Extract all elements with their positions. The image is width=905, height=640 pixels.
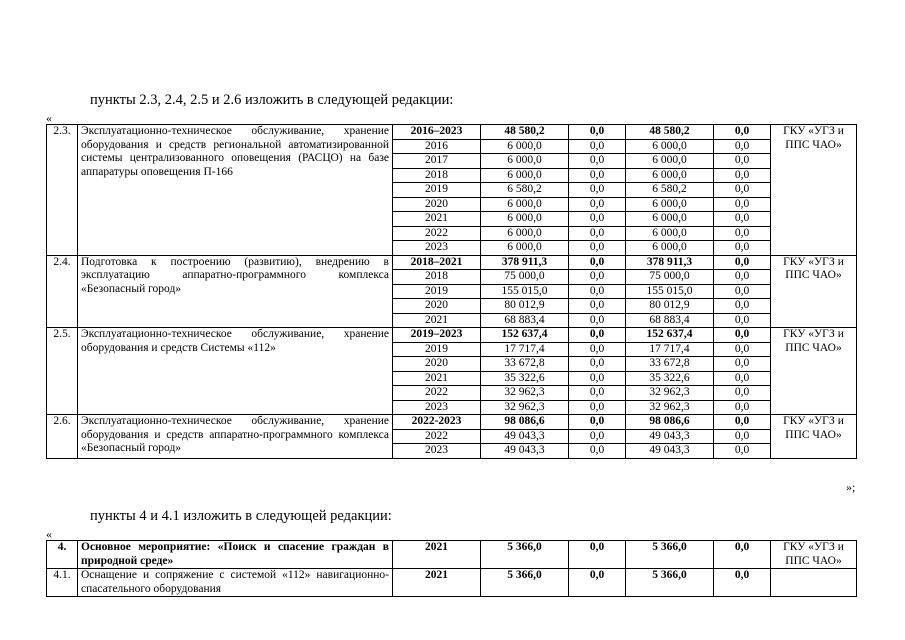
executor-cell: ГКУ «УГЗ и ППС ЧАО» xyxy=(771,415,857,459)
table-row xyxy=(47,328,857,343)
item-number: 4. xyxy=(47,541,78,569)
federal-cell: 0,0 xyxy=(569,328,626,343)
federal-cell: 0,0 xyxy=(569,299,626,314)
total-cell: 49 043,3 xyxy=(481,444,569,459)
total-cell: 6 000,0 xyxy=(481,168,569,183)
total-cell: 6 000,0 xyxy=(481,226,569,241)
period-cell: 2023 xyxy=(393,444,481,459)
regional-cell: 48 580,2 xyxy=(626,125,714,140)
regional-cell: 6 580,2 xyxy=(626,183,714,198)
regional-cell: 6 000,0 xyxy=(626,212,714,227)
regional-cell: 6 000,0 xyxy=(626,241,714,256)
period-cell: 2019 xyxy=(393,342,481,357)
period-cell: 2021 xyxy=(393,569,481,597)
period-cell: 2018 xyxy=(393,168,481,183)
federal-cell: 0,0 xyxy=(569,284,626,299)
regional-cell: 33 672,8 xyxy=(626,357,714,372)
other-cell: 0,0 xyxy=(714,154,771,169)
section2-intro: пункты 4 и 4.1 изложить в следующей редакции: xyxy=(90,508,392,524)
federal-cell: 0,0 xyxy=(569,183,626,198)
period-cell: 2018 xyxy=(393,270,481,285)
other-cell: 0,0 xyxy=(714,569,771,597)
regional-cell: 6 000,0 xyxy=(626,226,714,241)
other-cell: 0,0 xyxy=(714,270,771,285)
table-section2 xyxy=(46,540,857,597)
federal-cell: 0,0 xyxy=(569,541,626,569)
table-row xyxy=(47,415,857,430)
other-cell: 0,0 xyxy=(714,284,771,299)
other-cell: 0,0 xyxy=(714,371,771,386)
table-section1 xyxy=(46,124,857,459)
total-cell: 155 015,0 xyxy=(481,284,569,299)
total-cell: 6 000,0 xyxy=(481,241,569,256)
regional-cell: 32 962,3 xyxy=(626,400,714,415)
executor-cell xyxy=(771,569,857,597)
regional-cell: 6 000,0 xyxy=(626,168,714,183)
section1-close-quote: »; xyxy=(846,480,856,494)
total-cell: 6 000,0 xyxy=(481,139,569,154)
federal-cell: 0,0 xyxy=(569,212,626,227)
total-cell: 5 366,0 xyxy=(481,541,569,569)
section1-intro: пункты 2.3, 2.4, 2.5 и 2.6 изложить в следующей редакции: xyxy=(90,92,454,108)
item-description: Эксплуатационно-техническое обслуживание, хранение оборудования и средств региональной автоматизированной системы централизованного оповещения (РАСЦО) на базе аппаратуры оповещения П-166 xyxy=(78,125,393,256)
federal-cell: 0,0 xyxy=(569,444,626,459)
item-number: 2.3. xyxy=(47,125,78,256)
total-cell: 48 580,2 xyxy=(481,125,569,140)
period-cell: 2022-2023 xyxy=(393,415,481,430)
regional-cell: 6 000,0 xyxy=(626,197,714,212)
total-cell: 32 962,3 xyxy=(481,386,569,401)
item-number: 2.6. xyxy=(47,415,78,459)
federal-cell: 0,0 xyxy=(569,270,626,285)
other-cell: 0,0 xyxy=(714,168,771,183)
other-cell: 0,0 xyxy=(714,212,771,227)
other-cell: 0,0 xyxy=(714,444,771,459)
total-cell: 152 637,4 xyxy=(481,328,569,343)
item-description: Основное мероприятие: «Поиск и спасение граждан в природной среде» xyxy=(78,541,393,569)
other-cell: 0,0 xyxy=(714,541,771,569)
regional-cell: 35 322,6 xyxy=(626,371,714,386)
total-cell: 98 086,6 xyxy=(481,415,569,430)
federal-cell: 0,0 xyxy=(569,241,626,256)
total-cell: 35 322,6 xyxy=(481,371,569,386)
total-cell: 5 366,0 xyxy=(481,569,569,597)
regional-cell: 98 086,6 xyxy=(626,415,714,430)
total-cell: 378 911,3 xyxy=(481,255,569,270)
federal-cell: 0,0 xyxy=(569,313,626,328)
other-cell: 0,0 xyxy=(714,183,771,198)
total-cell: 33 672,8 xyxy=(481,357,569,372)
period-cell: 2022 xyxy=(393,429,481,444)
total-cell: 17 717,4 xyxy=(481,342,569,357)
regional-cell: 155 015,0 xyxy=(626,284,714,299)
other-cell: 0,0 xyxy=(714,357,771,372)
federal-cell: 0,0 xyxy=(569,371,626,386)
item-description: Подготовка к построению (развитию), внедрению в эксплуатацию аппаратно-программного комплекса «Безопасный город» xyxy=(78,255,393,328)
period-cell: 2016–2023 xyxy=(393,125,481,140)
period-cell: 2018–2021 xyxy=(393,255,481,270)
other-cell: 0,0 xyxy=(714,328,771,343)
regional-cell: 32 962,3 xyxy=(626,386,714,401)
total-cell: 6 000,0 xyxy=(481,212,569,227)
other-cell: 0,0 xyxy=(714,313,771,328)
period-cell: 2019 xyxy=(393,284,481,299)
regional-cell: 6 000,0 xyxy=(626,139,714,154)
executor-cell: ГКУ «УГЗ и ППС ЧАО» xyxy=(771,328,857,415)
executor-cell: ГКУ «УГЗ и ППС ЧАО» xyxy=(771,125,857,256)
regional-cell: 17 717,4 xyxy=(626,342,714,357)
federal-cell: 0,0 xyxy=(569,342,626,357)
item-number: 2.4. xyxy=(47,255,78,328)
section2-open-quote: « xyxy=(46,527,52,541)
federal-cell: 0,0 xyxy=(569,400,626,415)
federal-cell: 0,0 xyxy=(569,226,626,241)
regional-cell: 75 000,0 xyxy=(626,270,714,285)
period-cell: 2023 xyxy=(393,241,481,256)
table-row xyxy=(47,569,857,597)
other-cell: 0,0 xyxy=(714,299,771,314)
executor-cell: ГКУ «УГЗ и ППС ЧАО» xyxy=(771,255,857,328)
other-cell: 0,0 xyxy=(714,197,771,212)
period-cell: 2019 xyxy=(393,183,481,198)
federal-cell: 0,0 xyxy=(569,386,626,401)
regional-cell: 5 366,0 xyxy=(626,569,714,597)
item-description: Эксплуатационно-техническое обслуживание, хранение оборудования и средств Системы «112» xyxy=(78,328,393,415)
item-description: Оснащение и сопряжение с системой «112» навигационно-спасательного оборудования xyxy=(78,569,393,597)
period-cell: 2023 xyxy=(393,400,481,415)
period-cell: 2016 xyxy=(393,139,481,154)
federal-cell: 0,0 xyxy=(569,154,626,169)
period-cell: 2020 xyxy=(393,197,481,212)
other-cell: 0,0 xyxy=(714,429,771,444)
period-cell: 2021 xyxy=(393,212,481,227)
item-number: 2.5. xyxy=(47,328,78,415)
total-cell: 6 000,0 xyxy=(481,197,569,212)
federal-cell: 0,0 xyxy=(569,429,626,444)
regional-cell: 49 043,3 xyxy=(626,429,714,444)
total-cell: 32 962,3 xyxy=(481,400,569,415)
other-cell: 0,0 xyxy=(714,139,771,154)
other-cell: 0,0 xyxy=(714,400,771,415)
federal-cell: 0,0 xyxy=(569,255,626,270)
federal-cell: 0,0 xyxy=(569,415,626,430)
total-cell: 68 883,4 xyxy=(481,313,569,328)
federal-cell: 0,0 xyxy=(569,139,626,154)
section1-open-quote: « xyxy=(46,111,52,125)
other-cell: 0,0 xyxy=(714,415,771,430)
regional-cell: 152 637,4 xyxy=(626,328,714,343)
regional-cell: 378 911,3 xyxy=(626,255,714,270)
total-cell: 75 000,0 xyxy=(481,270,569,285)
other-cell: 0,0 xyxy=(714,386,771,401)
item-number: 4.1. xyxy=(47,569,78,597)
executor-cell: ГКУ «УГЗ и ППС ЧАО» xyxy=(771,541,857,569)
total-cell: 6 580,2 xyxy=(481,183,569,198)
total-cell: 6 000,0 xyxy=(481,154,569,169)
federal-cell: 0,0 xyxy=(569,197,626,212)
period-cell: 2022 xyxy=(393,386,481,401)
other-cell: 0,0 xyxy=(714,342,771,357)
total-cell: 80 012,9 xyxy=(481,299,569,314)
federal-cell: 0,0 xyxy=(569,357,626,372)
regional-cell: 80 012,9 xyxy=(626,299,714,314)
other-cell: 0,0 xyxy=(714,255,771,270)
period-cell: 2021 xyxy=(393,313,481,328)
period-cell: 2017 xyxy=(393,154,481,169)
item-description: Эксплуатационно-техническое обслуживание, хранение оборудования и средств аппаратно-программного комплекса «Безопасный город» xyxy=(78,415,393,459)
period-cell: 2020 xyxy=(393,299,481,314)
other-cell: 0,0 xyxy=(714,241,771,256)
other-cell: 0,0 xyxy=(714,226,771,241)
regional-cell: 6 000,0 xyxy=(626,154,714,169)
table-row xyxy=(47,125,857,140)
federal-cell: 0,0 xyxy=(569,125,626,140)
period-cell: 2019–2023 xyxy=(393,328,481,343)
federal-cell: 0,0 xyxy=(569,168,626,183)
regional-cell: 49 043,3 xyxy=(626,444,714,459)
federal-cell: 0,0 xyxy=(569,569,626,597)
period-cell: 2021 xyxy=(393,371,481,386)
period-cell: 2021 xyxy=(393,541,481,569)
period-cell: 2022 xyxy=(393,226,481,241)
other-cell: 0,0 xyxy=(714,125,771,140)
period-cell: 2020 xyxy=(393,357,481,372)
regional-cell: 5 366,0 xyxy=(626,541,714,569)
regional-cell: 68 883,4 xyxy=(626,313,714,328)
table-row xyxy=(47,541,857,569)
table-row xyxy=(47,255,857,270)
total-cell: 49 043,3 xyxy=(481,429,569,444)
